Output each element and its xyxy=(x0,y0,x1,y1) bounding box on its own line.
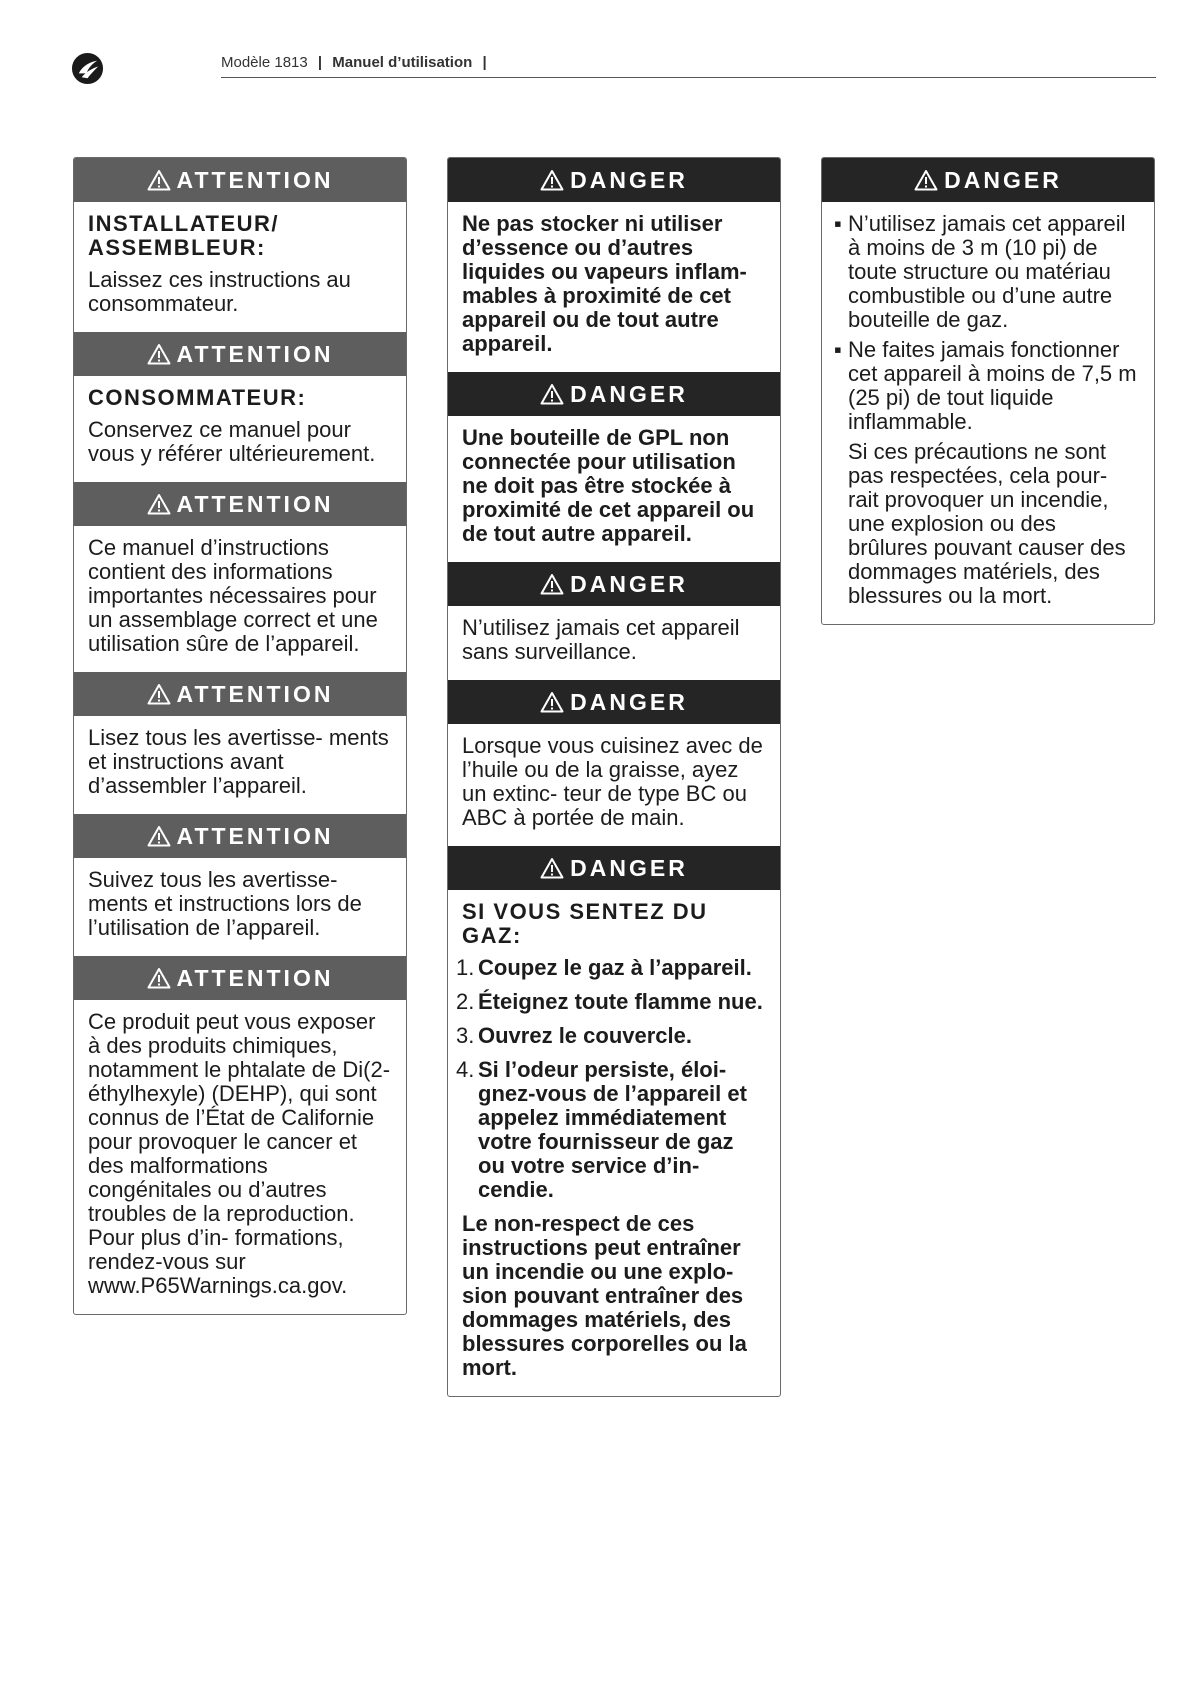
model-label: Modèle 1813 xyxy=(221,54,308,71)
danger-label: DANGER xyxy=(944,166,1062,193)
bullet-icon: ▪ xyxy=(834,337,842,362)
attention-label: ATTENTION xyxy=(176,964,334,991)
warning-triangle-icon xyxy=(147,169,171,191)
gas-step xyxy=(456,1023,766,1048)
prop65-text: Ce produit peut vous exposer à des produits chimiques, notamment le phtalate de Di(2-éthylhexyle) (DEHP), qui sont connus de l’État de Californie pour provoquer le cancer et des malformations congénitales ou d’autres troubles de la reproduction. Pour plus d’in- formations, rendez-vous sur www.P65Warnings.ca.gov. xyxy=(88,1009,391,1298)
attention-band xyxy=(74,956,406,1000)
gas-steps-list xyxy=(456,955,766,1202)
attention-prop65-body xyxy=(74,1000,406,1314)
danger-label: DANGER xyxy=(570,380,688,407)
header-divider xyxy=(221,77,1156,78)
extinguisher-warning-text: Lorsque vous cuisinez avec de l’huile ou de la graisse, ayez un extinc- teur de type BC ou ABC à portée de main. xyxy=(462,733,763,830)
danger-gas-smell-body xyxy=(448,890,780,1396)
danger-unattended-body xyxy=(448,606,780,680)
bullet-text: N’utilisez jamais cet appareil à moins de 3 m (10 pi) de toute structure ou matériau combustible ou d’une autre bouteille de gaz. xyxy=(848,211,1126,332)
header-separator: | xyxy=(317,54,323,71)
danger-band xyxy=(822,158,1154,202)
warning-triangle-icon xyxy=(147,343,171,365)
step-number: 4. xyxy=(456,1057,475,1082)
danger-distance-stack xyxy=(821,157,1155,625)
warning-triangle-icon xyxy=(147,967,171,989)
gas-consequence-text: Le non-respect de ces instructions peut entraîner un incendie ou une explo- sion pouvant entraîner des dommages matériels, des blessures corporelles ou la mort. xyxy=(462,1211,747,1380)
danger-label: DANGER xyxy=(570,854,688,881)
page-header xyxy=(221,54,493,71)
follow-warnings-text: Suivez tous les avertisse- ments et instructions lors de l’utilisation de l’appareil. xyxy=(88,867,362,940)
attention-stack xyxy=(73,157,407,1315)
manual-title: Manuel d’utilisation xyxy=(332,54,473,71)
distance-bullet-list xyxy=(836,212,1140,434)
brand-logo-icon xyxy=(71,52,104,85)
attention-label: ATTENTION xyxy=(176,680,334,707)
gasoline-warning-text: Ne pas stocker ni utiliser d’essence ou d’autres liquides ou vapeurs inflam- mables à proximité de cet appareil ou de tout autre appareil. xyxy=(462,211,747,356)
warning-triangle-icon xyxy=(147,493,171,515)
attention-band xyxy=(74,158,406,202)
attention-column xyxy=(73,157,407,1315)
warning-triangle-icon xyxy=(914,169,938,191)
gas-step xyxy=(456,955,766,980)
attention-label: ATTENTION xyxy=(176,340,334,367)
danger-label: DANGER xyxy=(570,166,688,193)
attention-read-body xyxy=(74,716,406,814)
distance-consequence-text: Si ces précautions ne sont pas respectées, cela pour- rait provoquer un incendie, une explosion ou des brûlures pouvant causer des dommages matériels, des blessures ou la mort. xyxy=(848,439,1126,608)
attention-band xyxy=(74,482,406,526)
warning-triangle-icon xyxy=(540,691,564,713)
gas-step xyxy=(456,1057,766,1202)
attention-band xyxy=(74,814,406,858)
attention-label: ATTENTION xyxy=(176,822,334,849)
lpg-warning-text: Une bouteille de GPL non connectée pour utilisation ne doit pas être stockée à proximité de cet appareil ou de tout autre appareil. xyxy=(462,425,755,546)
danger-label: DANGER xyxy=(570,688,688,715)
bullet-icon: ▪ xyxy=(834,211,842,236)
manual-info-text: Ce manuel d’instructions contient des informations importantes nécessaires pour un assemblage correct et une utilisation sûre de l’appareil. xyxy=(88,535,378,656)
danger-stack xyxy=(447,157,781,1397)
danger-column xyxy=(447,157,781,1397)
danger-distance-body xyxy=(822,202,1154,624)
attention-band xyxy=(74,672,406,716)
danger-band xyxy=(448,846,780,890)
attention-follow-body xyxy=(74,858,406,956)
step-number: 1. xyxy=(456,955,475,980)
step-text: Si l’odeur persiste, éloi- gnez-vous de l’appareil et appelez immédiatement votre fournisseur de gaz ou votre service d’in- cendie. xyxy=(478,1057,747,1202)
warning-triangle-icon xyxy=(540,573,564,595)
attention-label: ATTENTION xyxy=(176,166,334,193)
header-separator-end: | xyxy=(482,54,487,71)
warning-triangle-icon xyxy=(147,683,171,705)
consumer-heading: CONSOMMATEUR: xyxy=(88,385,307,410)
bullet-text: Ne faites jamais fonctionner cet appareil à moins de 7,5 m (25 pi) de tout liquide inflammable. xyxy=(848,337,1137,434)
danger-band xyxy=(448,562,780,606)
gas-step xyxy=(456,989,766,1014)
danger-band xyxy=(448,158,780,202)
unattended-warning-text: N’utilisez jamais cet appareil sans surveillance. xyxy=(462,615,740,664)
list-item xyxy=(836,212,1140,332)
warning-triangle-icon xyxy=(540,857,564,879)
danger-label: DANGER xyxy=(570,570,688,597)
step-text: Coupez le gaz à l’appareil. xyxy=(478,955,752,980)
step-text: Ouvrez le couvercle. xyxy=(478,1023,692,1048)
attention-consumer-body xyxy=(74,376,406,482)
read-warnings-text: Lisez tous les avertisse- ments et instructions avant d’assembler l’appareil. xyxy=(88,725,389,798)
warning-triangle-icon xyxy=(147,825,171,847)
consumer-text: Conservez ce manuel pour vous y référer ultérieurement. xyxy=(88,417,376,466)
warning-triangle-icon xyxy=(540,383,564,405)
danger-band xyxy=(448,372,780,416)
attention-installer-body xyxy=(74,202,406,332)
danger-column-right xyxy=(821,157,1155,625)
attention-label: ATTENTION xyxy=(176,490,334,517)
step-number: 3. xyxy=(456,1023,475,1048)
danger-extinguisher-body xyxy=(448,724,780,846)
list-item xyxy=(836,338,1140,434)
danger-band xyxy=(448,680,780,724)
step-text: Éteignez toute flamme nue. xyxy=(478,989,763,1014)
danger-gasoline-body xyxy=(448,202,780,372)
warning-triangle-icon xyxy=(540,169,564,191)
danger-lpg-body xyxy=(448,416,780,562)
installer-heading: INSTALLATEUR/ ASSEMBLEUR: xyxy=(88,211,279,260)
attention-manual-body xyxy=(74,526,406,672)
gas-smell-heading: SI VOUS SENTEZ DU GAZ: xyxy=(462,899,708,948)
step-number: 2. xyxy=(456,989,475,1014)
installer-text: Laissez ces instructions au consommateur. xyxy=(88,267,351,316)
attention-band xyxy=(74,332,406,376)
